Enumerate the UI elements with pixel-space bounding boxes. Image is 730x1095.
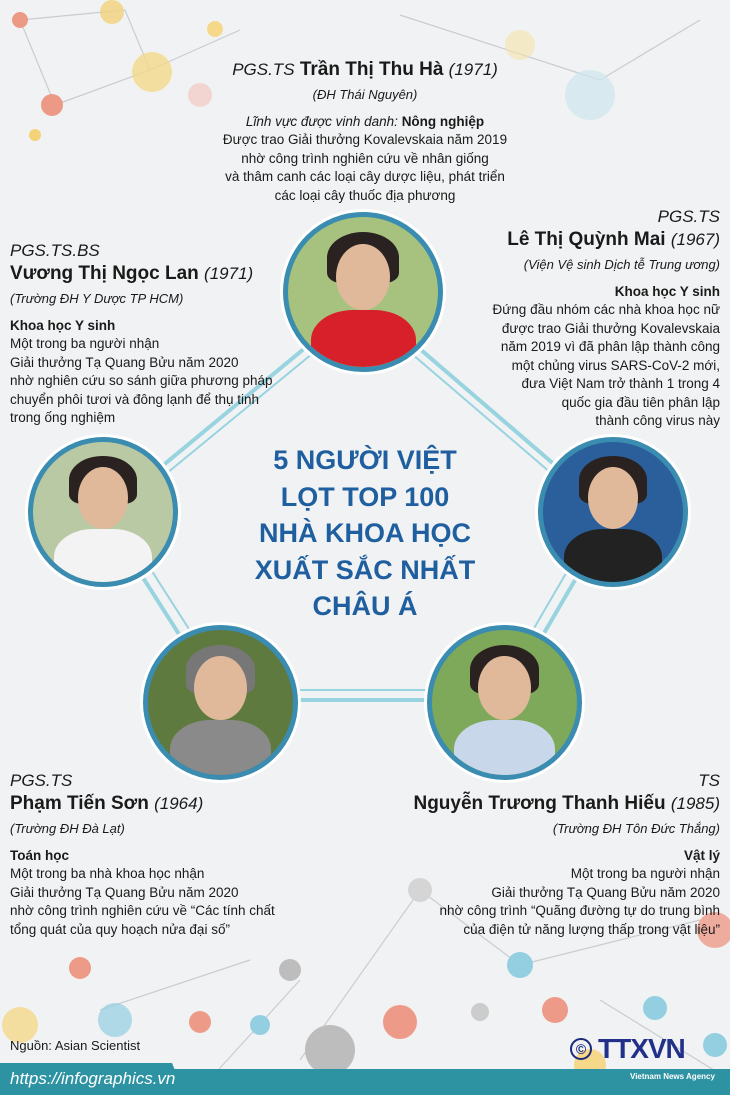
scientist-card-tran-thi-thu-ha	[190, 58, 540, 205]
photo-tran-thi-thu-ha	[283, 212, 443, 372]
photo-nguyen-truong-thanh-hieu	[427, 625, 582, 780]
scientist-field: Khoa học Y sinh	[614, 283, 720, 299]
desc-line: nhờ công trình “Quãng đường tự do trung bình	[439, 903, 720, 918]
ttxvn-logo	[570, 1034, 685, 1064]
desc-line: nhờ công trình nghiên cứu về nhân giống	[241, 150, 489, 166]
source-credit: Nguồn: Asian Scientist	[10, 1038, 141, 1053]
desc-line: một chủng virus SARS-CoV-2 mới,	[511, 357, 720, 373]
copyright-icon: ©	[570, 1038, 592, 1060]
headline-line: NHÀ KHOA HỌC	[259, 518, 471, 548]
desc-line: các loại cây thuốc địa phương	[274, 187, 456, 203]
scientist-name: Nguyễn Trương Thanh Hiếu	[413, 793, 666, 814]
scientist-field: Nông nghiệp	[401, 113, 485, 129]
headline-line: CHÂU Á	[312, 591, 418, 621]
desc-line: của điện tử năng lượng thấp trong vật liệu”	[463, 921, 720, 937]
desc-line: nhờ nghiên cứu so sánh giữa phương pháp	[10, 373, 273, 388]
desc-line: Được trao Giải thưởng Kovalevskaia năm 2019	[222, 132, 508, 147]
scientist-year: (1964)	[154, 794, 204, 813]
scientist-year: (1971)	[204, 264, 254, 283]
headline-line: XUẤT SẮC NHẤT	[254, 554, 476, 585]
scientist-card-nguyen-truong-thanh-hieu	[380, 770, 720, 939]
desc-line: Một trong ba người nhận	[570, 866, 720, 881]
scientist-institution: (Trường ĐH Tôn Đức Thắng)	[552, 821, 720, 836]
desc-line: nhờ công trình nghiên cứu về “Các tính chất	[10, 903, 275, 918]
scientist-title: PGS.TS	[657, 207, 720, 226]
scientist-title: PGS.TS.BS	[10, 241, 100, 260]
headline	[220, 442, 510, 625]
headline-line: 5 NGƯỜI VIỆT	[273, 445, 457, 475]
website-link[interactable]: https://infographics.vn	[10, 1069, 176, 1088]
photo-pham-tien-son	[143, 625, 298, 780]
desc-line: Đứng đầu nhóm các nhà khoa học nữ	[492, 302, 720, 317]
logo-subtitle: Vietnam News Agency	[630, 1072, 715, 1081]
desc-line: đưa Việt Nam trở thành 1 trong 4	[521, 376, 720, 391]
scientist-field: Toán học	[10, 847, 69, 863]
scientist-year: (1971)	[448, 60, 498, 79]
desc-line: năm 2019 vì đã phân lập thành công	[500, 339, 720, 354]
desc-line: Giải thưởng Tạ Quang Bửu năm 2020	[10, 884, 239, 900]
desc-line: Giải thưởng Tạ Quang Bửu năm 2020	[10, 354, 239, 370]
scientist-institution: (ĐH Thái Nguyên)	[312, 87, 418, 102]
scientist-institution: (Trường ĐH Đà Lạt)	[10, 821, 125, 836]
desc-line: Một trong ba người nhận	[10, 336, 160, 351]
desc-line: được trao Giải thưởng Kovalevskaia	[501, 320, 720, 336]
scientist-name: Trần Thị Thu Hà	[299, 59, 444, 80]
scientist-institution: (Viện Vệ sinh Dịch tễ Trung ương)	[523, 257, 720, 272]
scientist-field: Khoa học Y sinh	[10, 317, 116, 333]
desc-line: và thâm canh các loại cây dược liệu, phát triển	[225, 169, 505, 184]
desc-line: thành công virus này	[595, 413, 720, 428]
scientist-card-le-thi-quynh-mai	[420, 206, 720, 431]
desc-line: Một trong ba nhà khoa học nhận	[10, 866, 205, 881]
scientist-title: PGS.TS	[232, 60, 295, 79]
scientist-field: Vật lý	[683, 847, 720, 863]
scientist-year: (1967)	[670, 230, 720, 249]
desc-line: quốc gia đầu tiên phân lập	[561, 394, 720, 410]
field-label: Lĩnh vực được vinh danh:	[245, 113, 398, 129]
desc-line: Giải thưởng Tạ Quang Bửu năm 2020	[491, 884, 720, 900]
scientist-name: Phạm Tiến Sơn	[10, 793, 149, 814]
desc-line: chuyển phôi tươi và đông lạnh để thụ tinh	[10, 391, 260, 407]
headline-line: LỌT TOP 100	[280, 481, 450, 512]
desc-line: trong ống nghiệm	[10, 410, 116, 425]
logo-text: TTXVN	[598, 1033, 685, 1064]
scientist-title: PGS.TS	[10, 771, 73, 790]
scientist-year: (1985)	[670, 794, 720, 813]
scientist-institution: (Trường ĐH Y Dược TP HCM)	[10, 291, 184, 306]
scientist-card-vuong-thi-ngoc-lan	[10, 240, 310, 428]
scientist-name: Lê Thị Quỳnh Mai	[507, 229, 666, 250]
photo-vuong-thi-ngoc-lan	[28, 437, 178, 587]
scientist-name: Vương Thị Ngọc Lan	[10, 263, 199, 284]
scientist-card-pham-tien-son	[10, 770, 310, 939]
photo-le-thi-quynh-mai	[538, 437, 688, 587]
scientist-title: TS	[698, 771, 720, 790]
desc-line: tổng quát của quy hoạch nửa đại số”	[10, 921, 230, 937]
